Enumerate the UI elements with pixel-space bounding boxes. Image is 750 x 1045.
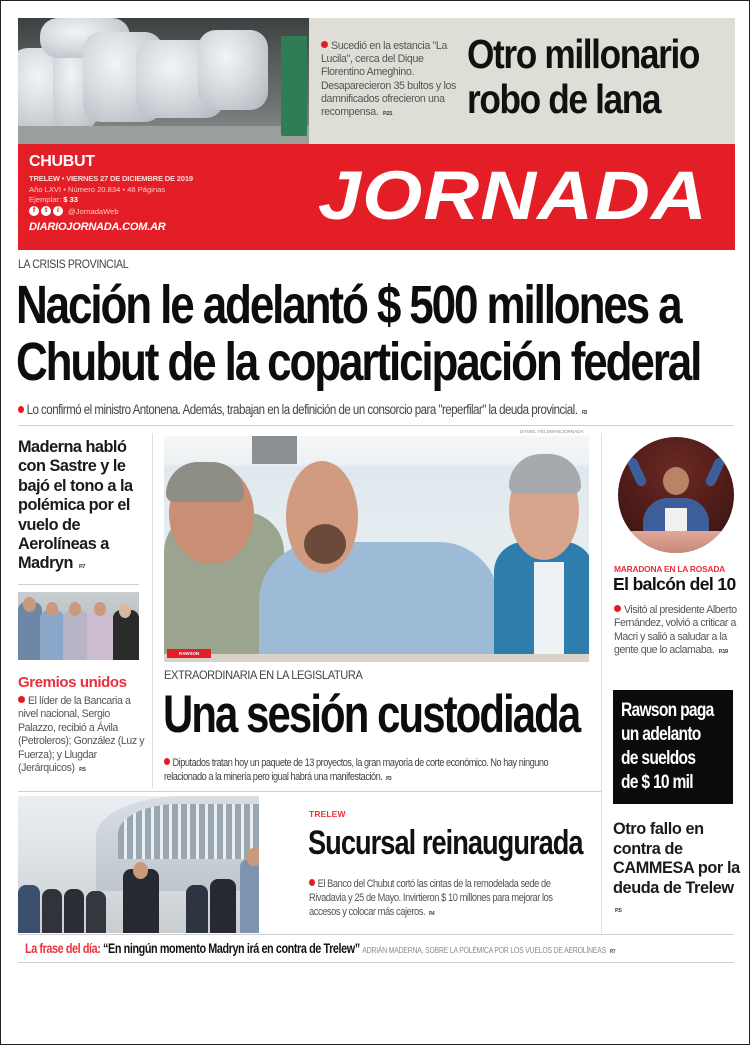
center-headline[interactable]: Una sesión custodiada: [163, 685, 580, 744]
page-ref: P.3: [581, 410, 587, 416]
quote-label: La frase del día:: [25, 941, 101, 956]
bullet-icon: [321, 41, 328, 48]
facebook-icon[interactable]: f: [29, 206, 39, 216]
social-handle[interactable]: @JornadaWeb: [68, 206, 119, 216]
right-headline[interactable]: El balcón del 10: [613, 574, 736, 594]
page-ref: P.5: [615, 908, 622, 914]
social-links: [29, 206, 119, 216]
cammesa-headline[interactable]: Otro fallo en contra de CAMMESA por la deuda de Trelew P.5: [613, 820, 740, 914]
center-lead: Diputados tratan hoy un paquete de 13 proyectos, la gran mayoría de corte económico. No hay ninguno relacionado a la minería pero igual habrá una manifestación. P.3: [164, 757, 549, 783]
teaser-summary: Sucedió en la estancia "La Lucila", cerca del Dique Florentino Ameghino. Desaparecieron 35 bultos y los damnificados ofrecieron una recompensa. P.21: [321, 40, 456, 119]
edition-date: TRELEW • VIERNES 27 DE DICIEMBRE DE 2019: [29, 174, 193, 183]
divider: [18, 962, 734, 963]
website-link[interactable]: DIARIOJORNADA.COM.AR: [29, 221, 166, 233]
location-tag: RAWSON: [167, 649, 211, 658]
twitter-icon[interactable]: t: [41, 206, 51, 216]
masthead: [18, 144, 735, 250]
page-ref: P.5: [79, 767, 86, 774]
page-ref: P.7: [78, 564, 85, 571]
divider: [18, 584, 139, 585]
bullet-icon: [164, 758, 170, 765]
photo-credit: DANIEL FELDMAN/JORNADA: [520, 429, 584, 434]
page-ref: P.3: [386, 776, 392, 782]
page-ref: P.4: [428, 910, 435, 917]
wool-bales-photo[interactable]: [18, 18, 309, 144]
issue-info: Año LXVI • Número 20.834 • 48 Páginas: [29, 185, 166, 194]
bottom-kicker: TRELEW: [309, 809, 346, 819]
column-divider: [152, 433, 153, 788]
price: Ejemplar: $ 33: [29, 195, 78, 204]
quote-text: “En ningún momento Madryn irá en contra de Trelew”: [103, 941, 360, 956]
bullet-icon: [614, 605, 621, 612]
rawson-salary-box[interactable]: [613, 690, 733, 804]
main-lead: Lo confirmó el ministro Antonena. Además, trabajan en la definición de un consorcio para "reperfilar" la deuda provincial. P.3: [18, 402, 587, 417]
page-ref: P.19: [718, 648, 728, 655]
main-kicker: LA CRISIS PROVINCIAL: [18, 259, 129, 271]
right-body: Visitó al presidente Alberto Fernández, volvió a criticar a Macri y salió a saludar a la gente que lo aclamaba. P.19: [614, 604, 737, 656]
bottom-body: El Banco del Chubut cortó las cintas de la remodelada sede de Rivadavia y 25 de Mayo. Invirtieron $ 10 millones para mejorar los accesos y colocar más cajeros. P.4: [309, 878, 553, 918]
gremios-unidos-body: El líder de la Bancaria a nivel nacional, Sergio Palazzo, recibió a Ávila (Petroleros); González (Luz y Fuerza); y Llugdar (Jerárquicos) P.5: [18, 695, 145, 775]
left-story-headline[interactable]: Maderna habló con Sastre y le bajó el tono a la polémica por el vuelo de Aerolíneas a Madryn P.7: [18, 438, 133, 573]
bullet-icon: [18, 696, 25, 703]
page-ref: P.21: [382, 111, 393, 118]
divider: [18, 791, 601, 792]
quote-attribution: ADRIÁN MADERNA, SOBRE LA POLÉMICA POR LOS VUELOS DE AEROLÍNEAS: [362, 945, 606, 955]
divider: [18, 425, 734, 426]
center-kicker: EXTRAORDINARIA EN LA LEGISLATURA: [164, 668, 363, 682]
main-headline[interactable]: Nación le adelantó $ 500 millones a Chubut de la coparticipación federal: [16, 275, 701, 392]
teaser-headline[interactable]: Otro millonario robo de lana: [467, 31, 700, 122]
column-divider: [601, 433, 602, 933]
bullet-icon: [309, 879, 315, 886]
page-ref: P.7: [610, 949, 616, 955]
right-kicker: MARADONA EN LA ROSADA: [614, 564, 726, 574]
maradona-balcony-photo[interactable]: [618, 437, 734, 553]
quote-of-the-day[interactable]: [25, 941, 615, 956]
bullet-icon: [18, 406, 24, 413]
instagram-icon[interactable]: i: [53, 206, 63, 216]
rawson-salary-headline: Rawson paga un adelanto de sueldos de $ 10 mil: [621, 699, 714, 793]
union-leaders-photo[interactable]: [18, 592, 139, 660]
teaser-box[interactable]: [309, 18, 735, 144]
edition-region: CHUBUT: [29, 153, 95, 170]
gremios-unidos-title[interactable]: Gremios unidos: [18, 674, 127, 691]
jornada-logo[interactable]: JORNADA: [318, 157, 708, 234]
legislature-meeting-photo[interactable]: [164, 436, 589, 662]
divider: [18, 934, 734, 935]
bottom-headline[interactable]: Sucursal reinaugurada: [308, 824, 583, 862]
bank-branch-photo[interactable]: [18, 796, 259, 933]
